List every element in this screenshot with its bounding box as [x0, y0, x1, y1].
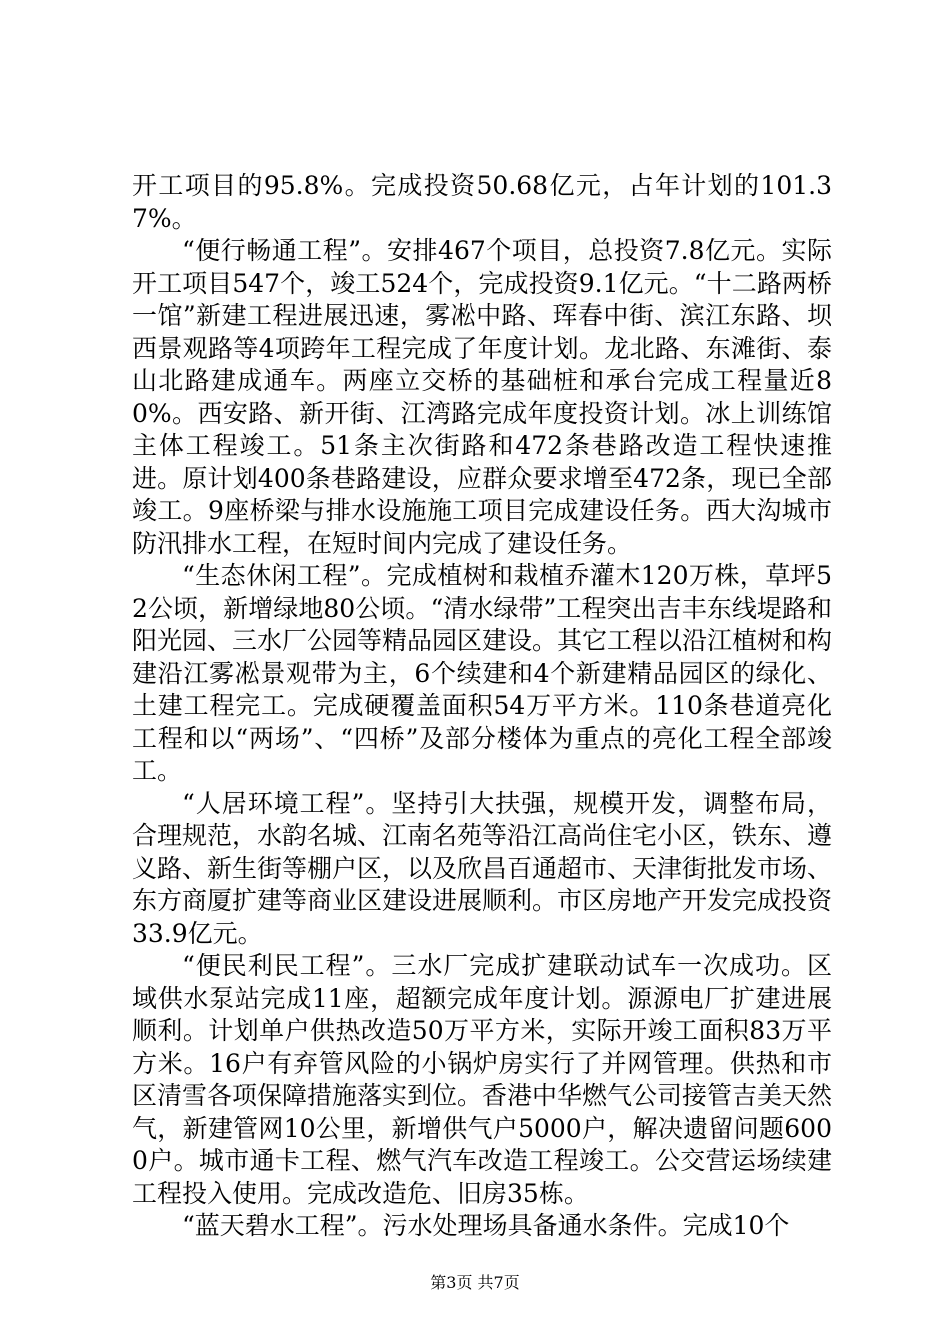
document-body: [132, 170, 832, 1243]
paragraph-4: “人居环境工程”。坚持引大扶强，规模开发，调整布局，合理规范，水韵名城、江南名苑等沿江高尚住宅小区，铁东、遵义路、新生街等棚户区，以及欣昌百通超市、天津街批发市场、东方商厦扩建等商业区建设进展顺利。市区房地产开发完成投资33.9亿元。: [132, 788, 833, 948]
paragraph-3: “生态休闲工程”。完成植树和栽植乔灌木120万株，草坪52公顷，新增绿地80公顷。“清水绿带”工程突出吉丰东线堤路和阳光园、三水厂公园等精品园区建设。其它工程以沿江植树和构建沿江雾凇景观带为主，6个续建和4个新建精品园区的绿化、土建工程完工。完成硬覆盖面积54万平方米。110条巷道亮化工程和以“两场”、“四桥”及部分楼体为重点的亮化工程全部竣工。: [132, 561, 833, 785]
paragraph-2: “便行畅通工程”。安排467个项目，总投资7.8亿元。实际开工项目547个，竣工524个，完成投资9.1亿元。“十二路两桥一馆”新建工程进展迅速，雾凇中路、珲春中街、滨江东路、坝西景观路等4项跨年工程完成了年度计划。龙北路、东滩街、泰山北路建成通车。两座立交桥的基础桩和承台完成工程量近80%。西安路、新开街、江湾路完成年度投资计划。冰上训练馆主体工程竣工。51条主次街路和472条巷路改造工程快速推进。原计划400条巷路建设，应群众要求增至472条，现已全部竣工。9座桥梁与排水设施施工项目完成建设任务。西大沟城市防汛排水工程，在短时间内完成了建设任务。: [132, 236, 832, 558]
page-number-footer: 第3页 共7页: [430, 1273, 520, 1292]
paragraph-6: “蓝天碧水工程”。污水处理场具备通水条件。完成10个: [182, 1211, 790, 1240]
paragraph-5: “便民利民工程”。三水厂完成扩建联动试车一次成功。区域供水泵站完成11座，超额完成年度计划。源源电厂扩建进展顺利。计划单户供热改造50万平方米，实际开竣工面积83万平方米。16户有弃管风险的小锅炉房实行了并网管理。供热和市区清雪各项保障措施落实到位。香港中华燃气公司接管吉美天然气，新建管网10公里，新增供气户5000户，解决遗留问题6000户。城市通卡工程、燃气汽车改造工程竣工。公交营运场续建工程投入使用。完成改造危、旧房35栋。: [132, 951, 833, 1208]
paragraph-1: 开工项目的95.8%。完成投资50.68亿元，占年计划的101.37%。: [132, 171, 832, 233]
